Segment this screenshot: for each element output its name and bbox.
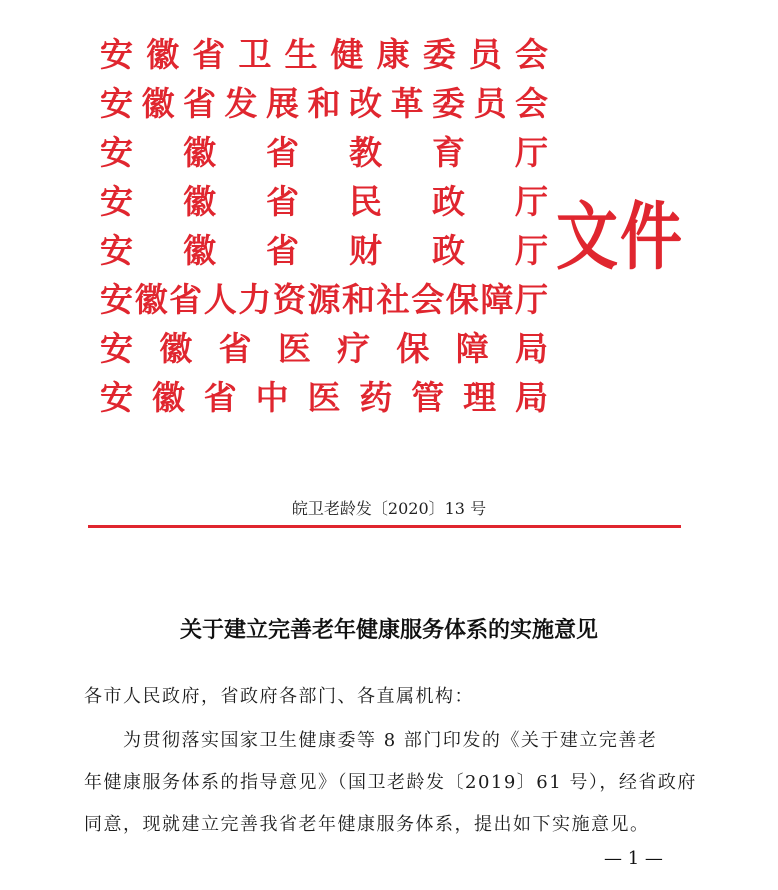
issuer-char: 政 — [432, 182, 465, 221]
red-divider-line — [88, 525, 681, 528]
issuer-char: 局 — [515, 378, 548, 417]
issuer-char: 发 — [224, 84, 258, 123]
issuer-char: 康 — [376, 35, 410, 74]
issuer-char: 革 — [390, 84, 424, 123]
document-header-suffix: 文件 — [556, 193, 685, 280]
issuer-char: 安 — [100, 280, 133, 319]
issuer-char: 疗 — [337, 329, 371, 368]
issuer-char: 徽 — [183, 182, 216, 221]
issuer-char: 政 — [432, 231, 465, 270]
issuer-char: 厅 — [514, 280, 548, 319]
issuer-char: 和 — [307, 84, 341, 123]
issuer-char: 管 — [411, 378, 445, 417]
issuer-line — [100, 175, 548, 224]
issuer-char: 省 — [266, 231, 299, 270]
issuer-char: 和 — [342, 280, 376, 319]
issuer-char: 安 — [100, 133, 133, 172]
issuer-char: 民 — [349, 182, 382, 221]
issuer-line — [100, 371, 548, 420]
issuer-char: 资 — [272, 280, 306, 319]
issuer-char: 徽 — [141, 84, 175, 123]
issuer-char: 保 — [396, 329, 430, 368]
issuer-char: 展 — [266, 84, 299, 123]
issuer-line — [100, 224, 548, 273]
issuer-char: 厅 — [515, 182, 548, 221]
issuer-char: 卫 — [238, 35, 272, 74]
issuer-char: 障 — [455, 329, 489, 368]
paragraph-line: 同意，现就建立完善我省老年健康服务体系，提出如下实施意见。 — [84, 814, 650, 835]
issuing-authorities — [100, 28, 548, 420]
issuer-char: 力 — [238, 280, 272, 319]
issuer-char: 安 — [100, 35, 133, 74]
issuer-char: 药 — [359, 378, 393, 417]
issuer-char: 省 — [266, 133, 299, 172]
issuer-char: 安 — [100, 329, 133, 368]
issuer-char: 障 — [480, 280, 514, 319]
issuer-char: 徽 — [159, 329, 193, 368]
issuer-char: 社 — [376, 280, 410, 319]
issuer-char: 人 — [203, 280, 237, 319]
issuer-char: 医 — [307, 378, 341, 417]
addressee: 各市人民政府，省政府各部门、各直属机构： — [84, 686, 474, 707]
issuer-char: 省 — [218, 329, 252, 368]
issuer-char: 源 — [307, 280, 341, 319]
issuer-char: 省 — [169, 280, 203, 319]
issuer-char: 徽 — [146, 35, 180, 74]
issuer-char: 徽 — [151, 378, 185, 417]
issuer-char: 徽 — [183, 133, 216, 172]
issuer-char: 会 — [411, 280, 445, 319]
issuer-char: 理 — [463, 378, 497, 417]
document-title: 关于建立完善老年健康服务体系的实施意见 — [179, 617, 598, 643]
issuer-char: 保 — [445, 280, 479, 319]
issuer-line — [100, 273, 548, 322]
issuer-char: 教 — [349, 133, 382, 172]
issuer-char: 安 — [100, 231, 133, 270]
issuer-char: 员 — [468, 35, 502, 74]
paragraph-line: 年健康服务体系的指导意见》（国卫老龄发〔2019〕61 号），经省政府 — [84, 772, 697, 793]
issuer-char: 财 — [349, 231, 382, 270]
issuer-char: 生 — [284, 35, 318, 74]
issuer-char: 徽 — [183, 231, 216, 270]
issuer-char: 省 — [192, 35, 226, 74]
issuer-char: 省 — [183, 84, 216, 123]
issuer-char: 健 — [330, 35, 364, 74]
issuer-line — [100, 322, 548, 371]
issuer-char: 中 — [255, 378, 289, 417]
issuer-char: 员 — [473, 84, 507, 123]
document-number: 皖卫老龄发〔2020〕13 号 — [291, 499, 487, 518]
issuer-char: 会 — [514, 35, 548, 74]
issuer-char: 厅 — [515, 133, 548, 172]
issuer-char: 会 — [515, 84, 548, 123]
issuer-char: 委 — [422, 35, 456, 74]
issuer-char: 局 — [514, 329, 548, 368]
issuer-char: 改 — [349, 84, 382, 123]
issuer-char: 厅 — [515, 231, 548, 270]
issuer-char: 育 — [432, 133, 465, 172]
issuer-line — [100, 77, 548, 126]
issuer-line — [100, 126, 548, 175]
issuer-char: 省 — [266, 182, 299, 221]
paragraph-line: 为贯彻落实国家卫生健康委等 8 部门印发的《关于建立完善老 — [84, 730, 658, 751]
issuer-char: 省 — [203, 378, 237, 417]
issuer-char: 医 — [277, 329, 311, 368]
issuer-line — [100, 28, 548, 77]
issuer-char: 安 — [100, 182, 133, 221]
issuer-char: 安 — [100, 84, 133, 123]
page-number: — 1 — — [604, 848, 663, 869]
issuer-char: 安 — [100, 378, 133, 417]
issuer-char: 委 — [432, 84, 465, 123]
issuer-char: 徽 — [134, 280, 168, 319]
